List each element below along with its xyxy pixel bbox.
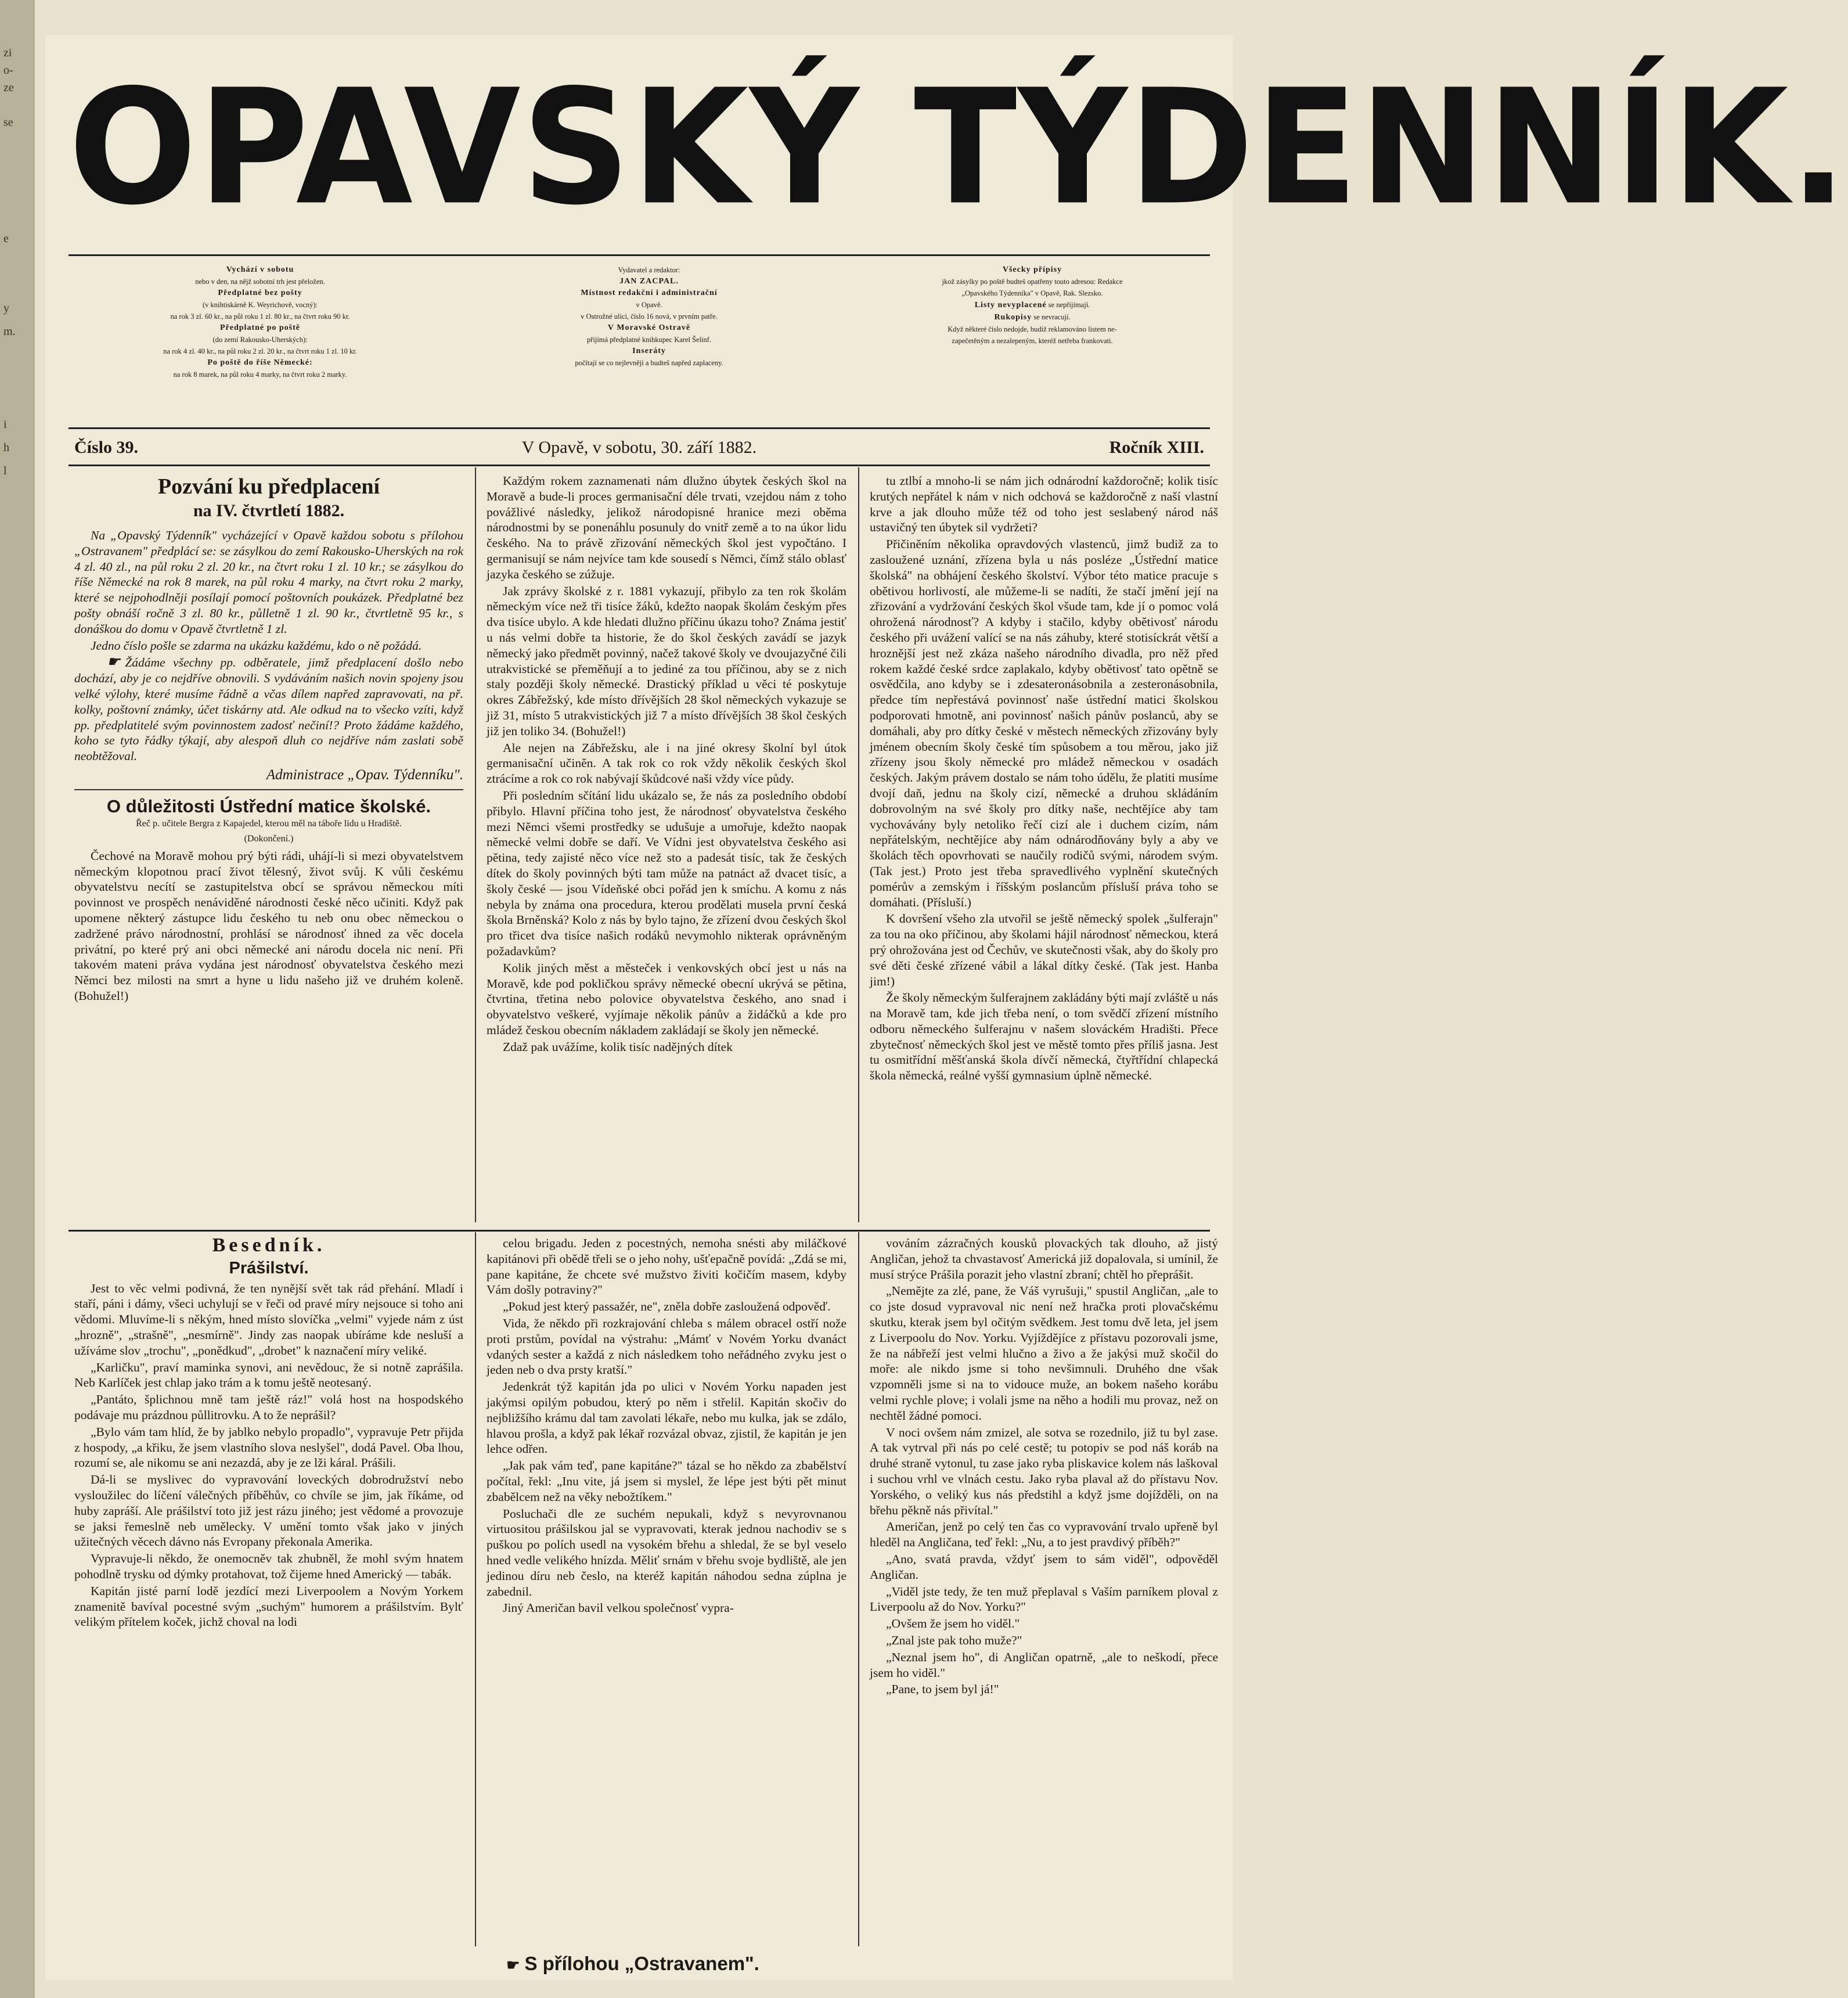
header-rule-top — [69, 254, 1210, 256]
paragraph: Jedno číslo pošle se zdarma na ukázku každému, kdo o ně požádá. — [91, 638, 422, 653]
header-line: v Ostrožné ulici, číslo 16 nová, v prvním patře. — [581, 312, 718, 321]
paragraph — [74, 654, 463, 764]
header-line: Když některé číslo nedojde, budiž reklamováno listem ne- — [948, 325, 1117, 333]
issue-number: Číslo 39. — [74, 438, 139, 457]
paragraph: V noci ovšem nám zmizel, ale sotva se rozednilo, již tu byl zase. A tak vytrval při nás po celé cestě; tu potopiv se pod náš koráb na druhé straně vytonul, tu zase jako ryba pliskavice kolem nás laškoval i suchou vrhl ve vlnách cestu. Jako ryba plaval až do přístavu Nov. Yorského, o veliký kus nás předstihl a když jsme dojížděli, on na břehu pěkně nás přivítal." — [870, 1425, 1218, 1517]
header-line: se nepřijímají. — [1048, 301, 1090, 309]
paragraph: vováním zázračných kousků plovackých tak dlouho, až jistý Angličan, jehož ta chvastavosť Americká již dopalovala, si umínil, že musí strýce Prášila porazit jeho vlastní zbraní; chtěl ho přeprášit. — [870, 1236, 1218, 1281]
volume-number: Ročník XIII. — [1109, 438, 1204, 457]
feuilleton-rule — [69, 1230, 1210, 1232]
paragraph: Jak zprávy školské z r. 1881 vykazují, přibylo za ten rok školám německým více než tři tisíce žáků, kdežto naopak školám českým přes dva tisíce ubylo. A kde hledati dlužno příčinu úkazu toho? Známa jestiť u nás velmi dobře ta historie, že do škol českých zavádí se jazyk německý jako předmět povinný, načež takové školy ve dvoujazyčné čili utrakvistické se přeměňují a to jediné za tou příčinou, aby se z nich staly později školy německé. Drastický příklad u věci té poskytuje okres Zábřežský, kde místo dřívějších 28 škol německých vykazuje se již 31, místo 5 utrakvistických již 7 a místo dřívějších 38 škol českých již jen toliko 34. (Bohužel!) — [487, 584, 846, 738]
paragraph: tu ztlbí a mnoho-li se nám jich odnárodní každoročně; kolik tisíc krutých nepřátel k nám v nich odchová se každoročně z naší vlastní krve a jak dlouho může též od toho jest seslabený národ náš ustavičný ten úbytek sil vydržeti? — [870, 474, 1218, 535]
margin-fragment: e — [3, 232, 9, 245]
feuilleton-column-3 — [870, 1236, 1218, 1947]
paragraph: „Viděl jste tedy, že ten muž přeplaval s Vaším parníkem ploval z Liverpoolu až do Nov. Yorku?" — [870, 1584, 1218, 1614]
header-line: Vydavatel a redaktor: — [618, 266, 680, 274]
header-line: (v knihtiskárně K. Weyrichově, vocný): — [202, 301, 318, 309]
header-line: v Opavě. — [636, 301, 662, 309]
paragraph: „Pokud jest který passažér, ne", zněla dobře zasloužená odpověď. — [503, 1299, 831, 1314]
margin-fragment: l — [3, 465, 7, 477]
paragraph: Jiný Američan bavil velkou společnosť vypra- — [503, 1601, 734, 1615]
header-line: na rok 8 marek, na půl roku 4 marky, na čtvrt roku 2 marky. — [173, 370, 347, 379]
margin-fragment: i — [3, 418, 7, 431]
header-line: zapečetěným a nezalepeným, kteréž netřeba frankovati. — [952, 337, 1113, 345]
masthead-title: OPAVSKÝ TÝDENNÍK. — [69, 56, 1848, 240]
paragraph: Zdaž pak uvážíme, kolik tisíc nadějných dítek — [503, 1039, 733, 1054]
header-line: se nevracují. — [1033, 313, 1071, 321]
paragraph: Jedenkrát týž kapitán jda po ulici v Novém Yorku napaden jest jakýmsi opilým pobudou, který po něm i střelil. Kapitán skočiv do nejbližšího krámu dal tam zavolati lékaře, nebo mu kulka, jak se zdálo, hlavou prošla, a když pak lékař rozvázal obvaz, zjistil, že kapitán je jen lehce odřen. — [487, 1380, 846, 1456]
paragraph: „Znal jste pak toho muže?" — [886, 1633, 1022, 1647]
dateline — [69, 434, 1210, 461]
pointing-hand-icon: ☛ — [506, 1956, 520, 1974]
paragraph: Dá-li se myslivec do vypravování loveckých dobrodružství nebo vysloužilec do líčení válečných příběhův, co chvíle se jim, jak říkáme, od huby zapráší. Ale prášilství toto již jest rázu jiného; jest vědomé a provozuje se jaksi řemeslně neb umělecky. V umění tomto však jako v jiných užitečných věcech dávno nás Evropany překonala Amerika. — [74, 1473, 463, 1549]
subscription-invitation-title: Pozvání ku předplacení — [157, 474, 380, 499]
feuilleton-column-1 — [74, 1236, 463, 1947]
header-heading: Po poště do říše Německé: — [207, 358, 313, 367]
header-heading: Předplatné po poště — [220, 323, 300, 332]
supplement-notice — [453, 1951, 813, 1977]
header-line: „Opavského Týdenníka" v Opavě, Rak. Slezsko. — [961, 289, 1103, 297]
margin-fragment: se — [3, 116, 13, 129]
column-divider — [475, 467, 476, 1222]
paragraph: Kolik jiných měst a městeček i venkovských obcí jest u nás na Moravě, kde pod pokličkou správy německé obecní ukrývá se pětina, čtvrtina, třetina nebo polovice obyvatelstva českého, ano snad i obyvatelstvo veškeré, vyjímaje několik pánův a židáčků a kde pro mládež českou obecním nákladem zakládají se školy jen německé. — [487, 960, 846, 1037]
paragraph: K dovršení všeho zla utvořil se ještě německý spolek „šulferajn" za tou na oko příčinou, aby školami hájil národnosť německou, která prý ohrožována jest od Čechův, ve skutečnosti však, aby do školy pro své děti české zřízené vábil a lákal dítky české. (Tak jest. Hanba jim!) — [870, 912, 1218, 988]
pointing-hand-icon: ☛ — [107, 653, 121, 671]
margin-fragment: h — [3, 441, 9, 454]
paragraph: celou brigadu. Jeden z pocestných, nemoha snésti aby miláčkové kapitánovi při obědě třeli se o jeho nohy, ušťepačně povídá: „Zdá se mi, pane kapitáne, že chcete své mužstvo živiti kočičím masem, kdyby Vám došly potraviny?" — [487, 1236, 846, 1297]
adjacent-page-edge — [0, 0, 35, 1998]
column-3 — [870, 473, 1218, 1222]
header-heading: Místnost redakční i administrační — [581, 289, 718, 297]
header-line: přijímá předplatné knihkupec Karel Šelinf. — [586, 336, 712, 344]
paragraph: „Ano, svatá pravda, vždyť jsem to sám viděl", odpověděl Angličan. — [870, 1551, 1218, 1582]
header-heading: Všecky přípisy — [1002, 265, 1062, 274]
paragraph: Přičiněním několika opravdových vlastenců, jimž budiž za to zasloužené uznání, zřízena byla u nás posléze „Ústřední matice školská" na obhájení českého školství. Výbor této matice pracuje s obětivou horlivostí, ale můžeme-li se nadíti, že stačí jmění její na zřizování a vydržování českých škol všude tam, kde jí o pomoc volá ohrožená národnosť? A kdyby i stačilo, kdyby obětivosť národu českého při uvážení valící se na nás záhuby, které stotisíckrát větší a hroznější jest než zkáza našeho národního divadla, pro něž před rokem každé české srdce zaplakalo, kdyby obětivosť tato opětně se osvědčila, ano kdyby se i zdesateronásobnila a zesteronásobnila, předce tím nepřestává povinnosť naše ústřední matici školskou podporovati hmotně, ani povinnosť našich pánův poslanců, aby se domáhali, aby pro dítky české v městech německých zřizovány byly jménem obecním školy české tím spůsobem a tou měrou, jako již zřízeny jsou školy německé pro mládež německou v osadách českých. Jakým právem dostalo se nám toho údělu, že platiti musíme dvojí daň, jednu na školy cizí, německé a druhou skládáním dobrovolným na své školy pro dítky naše, nechtějíce aby tam vychovávány byly netoliko řečí cizí ale i duchem cizím, nám nepřátelským, nechtějíce aby nám odnárodňovány byly a aby ve školách těch opovrhovati se naučily rodičů svými, národem svým. (Tak jest.) Proto jest třeba spravedlivého vyplnění skutečných pomérův a zemským i říšským poslancům přísluší práva toho se domáhati. (Přísluší.) — [870, 537, 1218, 909]
paragraph: Čechové na Moravě mohou prý býti rádi, uhájí-li si mezi obyvatelstvem německým klopotnou prací život tělesný, život svůj. K vůli českému obyvatelstvu necítí se zastupitelstva obcí se správou německou míti povinnost ve prospěch nenáviděné národnosti české něco učiniti. Když pak upomene některý zástupce lidu českého tu neb onu obec německou o zadržené právo národnostní, prohlásí se národnosť ihned za věc docela privátní, po které prý ani obci německé ani národu docela nic není. Při takovém mateni práva vydána jest národnosť obyvatelstva českého mezi Němci bez milosti na smrt a hyne u lidu našeho již ve druhém koleně. (Bohužel!) — [74, 848, 463, 1003]
article-continuation-note: (Dokončení.) — [244, 833, 294, 844]
paragraph: Při posledním sčítání lidu ukázalo se, že nás za posledního období přibylo. Hlavní příčina toho jest, že národnosť obyvatelstva českého mezi Němci všemi prostředky se udušuje a umořuje, kdežto naopak německé velmi dobře se daří. Ve Vídni jest obyvatelstva českého asi pětina, tedy zajisté něco více než sto a padesát tisíc, tak že českých dítek do školy povinných býti tam může na patnáct až dvacet tisíc, a školy české — jsou Vídeňské obci pořád jen k smíchu. A komu z nás nebyla by známa ona procedura, kterou prodělati musela první česká škola Brněnská? Kolo z nás by bylo tajno, že zřízení dvou českých škol pro třicet dva tisíce našich rodáků nevymohlo nikterak oprávněným požadavkům? — [487, 788, 846, 958]
paragraph: „Jak pak vám teď, pane kapitáne?" tázal se ho někdo za zbabělství počítal, řekl: „Inu vite, já jsem si myslel, že lépe jest býti pět minut zbabělcem než na věky nebožtíkem." — [487, 1459, 846, 1504]
margin-fragment: m. — [3, 325, 16, 338]
paragraph: Každým rokem zaznamenati nám dlužno úbytek českých škol na Moravě a bude-li proces germanisační déle trvati, vzejdou nám z toho povážlivé následky, jelikož národopisné hranice mezi oběma národnostmi by se ponenáhlu posunuly do vnitř země a to na úkor lidu českého. Na to právě zřizování německých škol jest vypočtáno. I germanisují se nám nejvíce tam kde sousedí s Němci, čímž stálo oblasť jazyka českého se zúžuje. — [487, 474, 846, 581]
paragraph: „Ovšem že jsem ho viděl." — [886, 1617, 1020, 1631]
subscription-invitation-subtitle: na IV. čtvrtletí 1882. — [193, 501, 345, 520]
paragraph: Vida, že někdo při rozkrajování chleba s málem obracel ostří nože proti prstům, povídal na výstrahu: „Mámť v Novém Yorku dvanáct vdaných sester a každá z nich následkem toho neřádného zvyku jest o jeden neb o dva prsty kratší." — [487, 1316, 846, 1377]
header-heading: V Moravské Ostravě — [607, 323, 691, 332]
column-divider — [858, 1232, 859, 1946]
front-page — [45, 35, 1848, 1980]
margin-fragment: o- — [3, 64, 13, 77]
header-line: nebo v den, na nějž sobotní trh jest přeložen. — [195, 278, 325, 286]
column-2 — [487, 473, 846, 1222]
paragraph: Američan, jenž po celý ten čas co vypravování trvalo upřeně byl hleděl na Angličana, teď řekl: „Nu, a to jest pravdivý příběh?" — [870, 1520, 1218, 1550]
margin-fragment: ze — [3, 81, 14, 94]
feuilleton-title: Prášilství. — [229, 1258, 309, 1277]
paragraph: Kapitán jisté parní lodě jezdící mezi Liverpoolem a Novým Yorkem znamenitě bavíval pocestné svým „suchým" humorem a prášilstvím. Bylť velikým přítelem koček, jichž choval na lodi — [74, 1583, 463, 1629]
paragraph: „Pane, to jsem byl já!" — [886, 1682, 999, 1697]
header-line: (do zemí Rakousko-Uherských): — [212, 336, 308, 344]
header-heading: Vychází v sobotu — [226, 265, 294, 274]
administration-signature: Administrace „Opav. Týdenníku". — [266, 766, 463, 783]
article-title: O důležitosti Ústřední matice školské. — [106, 795, 431, 816]
paragraph: Posluchači dle ze suchém nepukali, když s nevyrovnanou virtuositou prášilskou jal se vypravovati, kterak jednou nachodiv se s puškou po polích usedl na vysokém břehu a shledal, že se byl veselo hned vedle velikého hnízda. Měliť srnám v břehu svoje bydliště, ale jen jedinou díru neb česlo, na kteréž kapitán náhodou sedna zúplna je zabednil. — [487, 1506, 846, 1599]
supplement-text: S přílohou „Ostravanem". — [524, 1953, 759, 1974]
header-subscription-info — [69, 264, 452, 418]
header-correspondence-info — [846, 264, 1218, 418]
column-1 — [74, 473, 463, 1222]
header-heading: Rukopisy — [994, 313, 1032, 322]
header-line: počítají se co nejlevněji a budteš napřed zaplaceny. — [575, 359, 723, 367]
header-line: jkož zásylky po poště budteš opatřeny touto adresou: Redakce — [942, 278, 1123, 286]
column-divider — [858, 467, 859, 1222]
paragraph: „Nemějte za zlé, pane, že Váš vyrušuji," spustil Angličan, „ale to co jste dosud vypravoval nic není než hračka proti plovačskému skutku, kterak jsem byl očitým svědkem. Jest tomu dvě leta, jel jsem z Liverpoolu do Nov. Yorku. Vyjíždějíce z přístavu pozorovali jsme, že na nábřeží jest velmi hlučno a živo a že jakýsi muž skočil do moře: ale nikdo jsme si toho nevšimnuli. Druhého dne však vzpomněli jsme si na to vidouce muže, an bokem našeho korábu velmi rychle plove; i volali jsme na něho a hodili mu provaz, než on nechtěl žádné pomoci. — [870, 1284, 1218, 1423]
paragraph: „Neznal jsem ho", di Angličan opatrně, „ale to neškodí, přece jsem ho viděl." — [870, 1650, 1218, 1680]
feuilleton-column-2 — [487, 1236, 846, 1947]
header-heading: JAN ZACPAL. — [619, 277, 679, 286]
header-heading: Předplatné bez pošty — [218, 289, 302, 297]
paragraph: „Pantáto, šplichnou mně tam ještě ráz!" volá host na hospodského podávaje mu prázdnou půllitrovku. A to že neprášil? — [74, 1392, 463, 1422]
margin-fragment: zi — [3, 46, 12, 59]
paragraph: Ale nejen na Zábřežsku, ale i na jiné okresy školní byl útok germanisační učiněn. A tak rok co rok vždy několik českých škol ztrácíme a rok co rok nabývají škůdcové naši vždy více půdy. — [487, 740, 846, 786]
article-note: Řeč p. učitele Bergra z Kapajedel, kterou měl na táboře lidu u Hradiště. — [136, 818, 402, 829]
header-rule-bottom — [69, 427, 1210, 429]
paragraph: Že školy německým šulferajnem zakládány býti mají zvláště u nás na Moravě tam, kde jich třeba není, o tom svědčí zřízení místního odboru německého šulferajnu v našem slováckém Hradišti. Přece zbytečnosť německých škol jest ve městě tomto přes příliš jasna. Jest tu osmitřídní měšťanská škola dívčí německá, čtyřtřídní chlapecká škola německá, reálné vyšší gymnasium úplně německé. — [870, 991, 1218, 1083]
paragraph-text: Žádáme všechny pp. odběratele, jimž předplacení došlo nebo dochází, aby je co nejdříve obnovili. S vydáváním našich novin spojeny jsou velké výlohy, které musíme řádně a včas dílem napřed zapravovati, na př. kolky, poštovní známky, účet tiskárny atd. Ale odkud na to všecko vzíti, když pp. předplatitelé svým povinnostem zadosť nečiní!? Proto žádáme každého, koho se tyto řádky týkají, aby alespoň dluh co nejdříve nám zaslati sobě neobtěžoval. — [74, 656, 463, 764]
paragraph: Na „Opavský Týdenník" vycházející v Opavě každou sobotu s přílohou „Ostravanem" předplácí se: se zásylkou do zemí Rakousko-Uherských na rok 4 zl. 40 zl., na půl roku 2 zl. 20 kr., na čtvrt roku 1 zl. 10 kr.; se zásylkou do říše Německé na rok 8 marek, na půl roku 4 marky, na čtvrt roku 2 marky, které se nejpohodlněji posílají pomocí poštovních poukázek. Předplatné bez pošty obnáší ročně 3 zl. 80 kr., půlletně 1 zl. 90 kr., čtvrtletně 95 kr., s donáškou do domu v Opavě čtvrtletně 1 zl. — [74, 528, 463, 636]
paragraph: „Karličku", praví maminka synovi, ani nevědouc, že si notně zaprášila. Neb Karlíček jest chlap jako trám a k tomu ještě neotesaný. — [74, 1360, 463, 1390]
dateline-rule — [69, 465, 1210, 466]
margin-fragment: y — [3, 302, 9, 315]
paragraph: Jest to věc velmi podivná, že ten nynější svět tak rád přehání. Mladí i staří, páni i dámy, všeci uchylují se v řeči od pravé míry nejsouce si toho ani vědomi. Mluvíme-li s někým, hned místo slovíčka „velmi" vyjede nám z úst „hrozně", „strašně", „nesmírně". Jindy zas naopak ubíráme kde nesluší a užíváme slov „trochu", „ponědkud", „drobet" k naznačení míry veliké. — [74, 1281, 463, 1358]
article-separator — [74, 789, 463, 790]
header-editor-info — [463, 264, 835, 418]
header-line: na rok 3 zl. 60 kr., na půl roku 1 zl. 80 kr., na čtvrt roku 90 kr. — [170, 312, 350, 321]
header-heading: Inseráty — [632, 347, 666, 355]
header-heading: Listy nevyplacené — [974, 301, 1047, 309]
feuilleton-header: Besedník. — [212, 1234, 326, 1256]
header-line: na rok 4 zl. 40 kr., na půl roku 2 zl. 20 kr., na čtvrt roku 1 zl. 10 kr. — [163, 347, 357, 355]
paragraph: Vypravuje-li někdo, že onemocněv tak zhubněl, že mohl svým hnatem pohodlně trysku od dýmky protahovat, tož čijeme hned Americký — tabák. — [74, 1551, 463, 1581]
column-divider — [475, 1232, 476, 1946]
paragraph: „Bylo vám tam hlíd, že by jablko nebylo propadlo", vypravuje Petr přijda z hospody, „a křiku, že jsem vlastního slova neslyšel", dodá Pavel. Oba lhou, rozumí se, ale nikomu se ani nezazdá, aby je ze lži káral. Prášili. — [74, 1424, 463, 1470]
issue-place-date: V Opavě, v sobotu, 30. září 1882. — [521, 438, 757, 457]
